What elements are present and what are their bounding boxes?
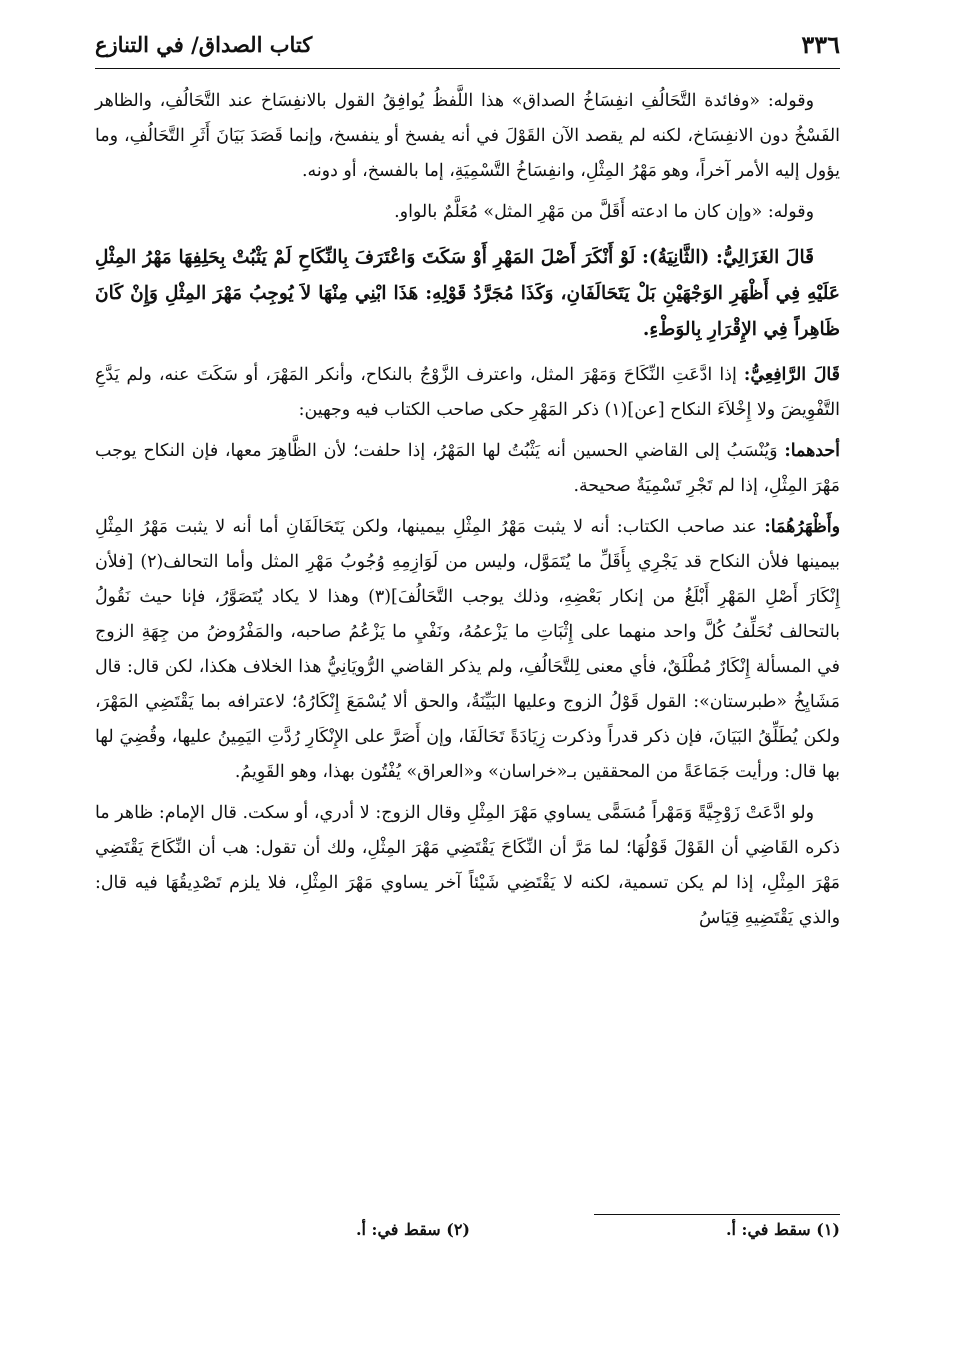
paragraph-rafii [95,358,840,428]
paragraph-text: وَيُنْسَبُ إلى القاضي الحسين أنه يَثْبُتُ لها المَهْرُ، إذا حلفت؛ لأن الظَّاهِرَ معها، فإن النكاح يوجب مَهْرَ المِثْلِ، إذا لم تَجْرِ تَسْمِيَةٌ صحيحة. [95,441,840,496]
footnote-1: (١) سقط في: أ. [725,1220,840,1239]
header-divider [95,68,840,69]
paragraph-commentary-2 [95,195,840,230]
paragraph-commentary-1 [95,84,840,189]
footnote-divider [594,1214,840,1215]
paragraph-lead: وأَظْهَرُهُمَا: [764,517,840,537]
page-header [95,30,840,70]
paragraph-lead: قَالَ الرَّافِعِيُّ: [743,365,840,385]
paragraph-ghazali-text [95,240,840,348]
paragraph-second-view [95,510,840,790]
paragraph-zawjiyya [95,796,840,936]
paragraph-text: وقوله: «وفائدة التَّحَالُفِ انفِسَاخُ الصداق» هذا اللَّفظُ يُوافِقُ القول بالانفِسَاخ عند التَّحَالُفِ، والظاهر الفَسْخُ دون الانفِسَاخ، لكنه لم يقصد الآن القَوْلَ في أنه يفسخ أو ينفسخ، وإنما قَصَدَ بَيَانَ أَثَرِ التَّحَالُفِ، وما يؤول إليه الأمر آخراً، وهو مَهْرُ المِثْلِ، وانفِسَاخُ التَّسْمِيَةِ، إما بالفسخ، أو دونه. [95,91,840,181]
page-number: ٣٣٦ [801,30,840,59]
running-title: كتاب الصداق/ في التنازع [95,32,313,57]
paragraph-text: عند صاحب الكتاب: أنه لا يثبت مَهْرُ المِثْلِ بيمينها، ولكن يَتَحَالَفَانِ أما أنه لا يثبت مَهْرُ المِثْلِ بيمينها فلأن النكاح قد يَجْرِي بِأَقَلِّ ما يُتَمَوَّل، وليس من لَوَازِمِهِ وُجُوبُ مَهْرِ المثل وأما التحالف(٢) [فلأن إِنْكَارَ أَصْلِ المَهْرِ أَبْلَغُ من إنكار بَعْضِهِ، وذلك يوجب التَّحَالُفَ](٣) وهذا لا يكاد يُتَصَوَّرُ، فإنا حيث نَقُولُ بالتحالف نُحَلِّفُ كُلَّ واحد منهما على إِثْبَاتِ ما يَزْعمُهُ، ونَفْيِ ما يَزْعُمُ صاحبه، والمَفْرُوضُ من جِهَةِ الزوج في المسألة إِنْكَارٌ مُطْلَقٌ، فأي معنى لِلتَّحَالُفِ، ولم يذكر القاضي الرُّويَانِيُّ هذا الخلاف هكذا، لكن قال: قال مَشَايِخُ «طبرستان»: القول قَوْلُ الزوج وعليها البَيِّنَةُ، والحق ألا يُسْمَعَ إِنْكَارُهُ؛ لاعترافه بما يَقْتَضِي المَهْرَ، ولكن يُطَلِّقُ البَيَانَ، فإن ذكر قدراً وذكرت زِيَادَةً تَحَالَفَا، وإن أَصَرَّ على الإِنْكَارِ رُدَّتِ اليَمِينُ عليها، وقُضِيَ لها بها قال: ورأيت جَمَاعَةً من المحققين بـ«خراسان» و«العراق» يُفْتُون بهذا، وهو القَوِيمُ. [95,517,841,782]
paragraph-text: إذا ادَّعَتِ النِّكَاحَ وَمَهْرَ المثل، واعترف الزَّوْجُ بالنكاح، وأنكر المَهْرَ، أو سَكَتَ عنه، ولم يَدَّعِ التَّفْوِيضَ ولا إِخْلاَءَ النكاح [عن](١) ذكر المَهْرِ حكى صاحب الكتاب فيه وجهين: [95,365,840,420]
paragraph-text: وقوله: «وإن كان ما ادعته أَقَلَّ من مَهْرِ المثل» مُعَلَّمٌ بالواو. [394,202,814,222]
paragraph-text: ولو ادَّعَتْ زَوْجِيَّةً وَمَهْراً مُسَمًّى يساوي مَهْرَ المِثْلِ وقال الزوج: لا أدري، أو سكت. قال الإمام: ظاهر ما ذكره القَاضِي أن القَوْلَ قَوْلُهَا؛ لما مَرَّ أن النِّكَاحَ يَقْتَضِي مَهْرَ المِثْلِ، ولك أن تقول: هب أن النِّكَاحَ يَقْتَضِي مَهْرَ المِثْلِ، إذا لم يكن تسمية، لكنه لا يَقْتَضِي شَيْئاً آخر يساوي مَهْرَ المِثْلِ، فلا يلزم تَصْدِيقُهَا فيه قال: والذي يَقْتَضِيهِ قِيَاسُ [95,803,840,928]
paragraph-first-view [95,434,840,504]
main-text [95,84,840,942]
footnote-2: (٢) سقط في: أ. [355,1220,470,1239]
paragraph-lead: أحدهما: [784,441,840,461]
paragraph-text: قَالَ الغَزَالِيُّ: (الثَّانِيَةُ): لَوْ أَنْكَرَ أَصْلَ المَهْرِ أَوْ سَكَتَ وَاعْتَرَفَ بِالنِّكَاحِ لَمْ يَثْبُتْ بِحَلِفِهَا مَهْرُ المِثْلِ عَلَيْهِ فِي أَظْهَرِ الوَجْهَيْنِ بَلْ يَتَحَالَفَانِ، وَكَذَا مُجَرَّدُ قَوْلِهِ: هَذَا ابْنِي مِنْهَا لاَ يُوجِبُ مَهْرَ المِثْلِ وَإِنْ كَانَ ظَاهِراً فِي الإِقْرَارِ بِالوَطْءِ. [95,247,840,340]
footnotes [95,1220,840,1250]
